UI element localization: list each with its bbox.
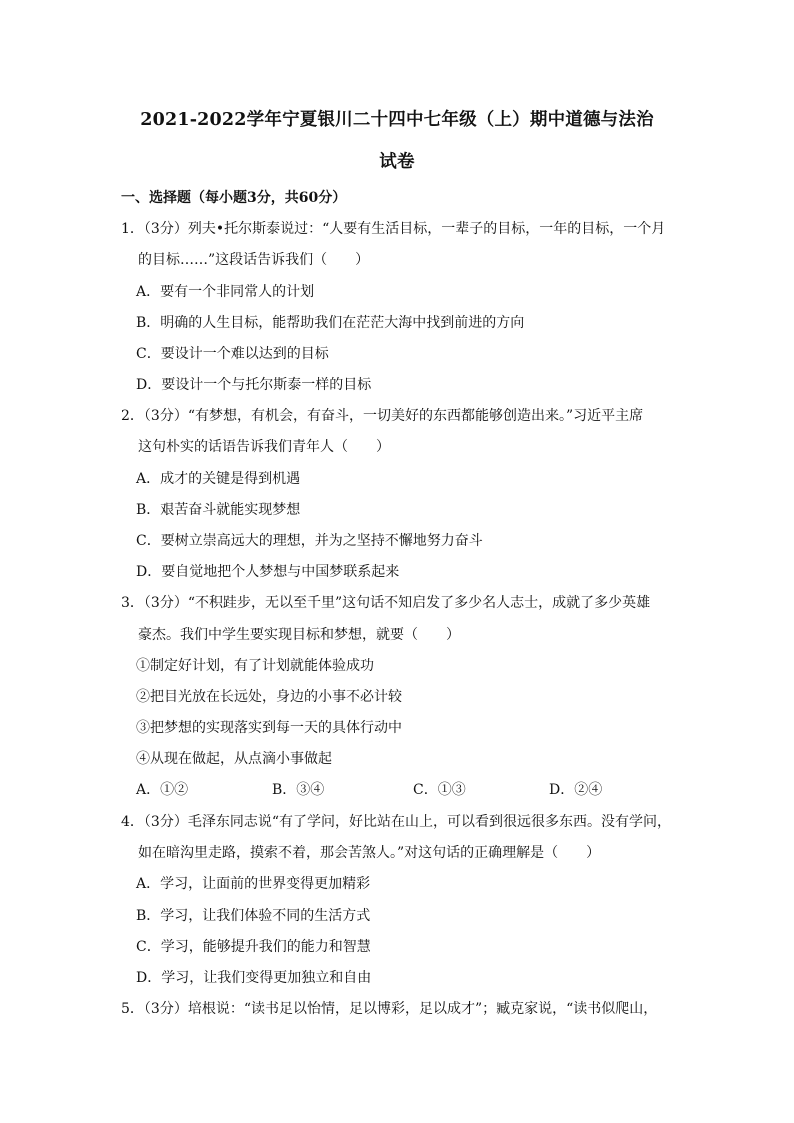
question-3-statement-2: ②把目光放在长远处，身边的小事不必计较 [136,689,402,705]
question-1-option-a: A．要有一个非同常人的计划 [136,284,315,300]
question-3-statement-3: ③把梦想的实现落实到每一天的具体行动中 [136,720,402,736]
question-1-option-b: B．明确的人生目标，能帮助我们在茫茫大海中找到前进的方向 [136,315,525,331]
question-4-line-1: 4．（3分）毛泽东同志说“有了学问，好比站在山上，可以看到很远很多东西。没有学问， [121,814,671,830]
question-5-line-1: 5．（3分）培根说：“读书足以怡情，足以博彩，足以成才”；臧克家说，“读书似爬山， [121,1001,658,1017]
question-3-statement-1: ①制定好计划，有了计划就能体验成功 [136,658,374,674]
question-3-line-1: 3．（3分）“不积跬步，无以至千里”这句话不知启发了多少名人志士，成就了多少英雄 [121,595,651,611]
question-1-line-2: 的目标……”这段话告诉我们（ ） [138,252,370,268]
section-heading: 一、选择题（每小题3分，共60分） [121,190,347,206]
question-3-statement-4: ④从现在做起，从点滴小事做起 [136,751,332,767]
question-3-option-d: D．②④ [549,782,603,798]
question-3-option-a: A．①② [136,782,189,798]
question-4-option-d: D．学习，让我们变得更加独立和自由 [136,970,372,986]
question-3-option-b: B．③④ [272,782,325,798]
title-line-2: 试卷 [379,152,415,172]
question-1-option-c: C．要设计一个难以达到的目标 [136,346,329,362]
question-1-option-d: D．要设计一个与托尔斯泰一样的目标 [136,377,372,393]
question-2-line-1: 2．（3分）“有梦想，有机会，有奋斗，一切美好的东西都能够创造出来。”习近平主席 [121,408,644,424]
question-4-option-b: B．学习，让我们体验不同的生活方式 [136,908,371,924]
question-1-line-1: 1．（3分）列夫•托尔斯泰说过：“人要有生活目标，一辈子的目标，一年的目标，一个月 [121,221,666,237]
question-2-option-a: A．成才的关键是得到机遇 [136,471,301,487]
question-4-option-c: C．学习，能够提升我们的能力和智慧 [136,939,371,955]
question-2-line-2: 这句朴实的话语告诉我们青年人（ ） [138,439,390,455]
question-2-option-c: C．要树立崇高远大的理想，并为之坚持不懈地努力奋斗 [136,533,483,549]
question-3-line-2: 豪杰。我们中学生要实现目标和梦想，就要（ ） [138,627,460,643]
title-line-1: 2021-2022学年宁夏银川二十四中七年级（上）期中道德与法治 [140,110,654,130]
question-3-option-c: C．①③ [413,782,466,798]
question-4-option-a: A．学习，让面前的世界变得更加精彩 [136,876,371,892]
question-2-option-d: D．要自觉地把个人梦想与中国梦联系起来 [136,564,400,580]
question-4-line-2: 如在暗沟里走路，摸索不着，那会苦煞人。”对这句话的正确理解是（ ） [138,845,601,861]
question-2-option-b: B．艰苦奋斗就能实现梦想 [136,502,301,518]
